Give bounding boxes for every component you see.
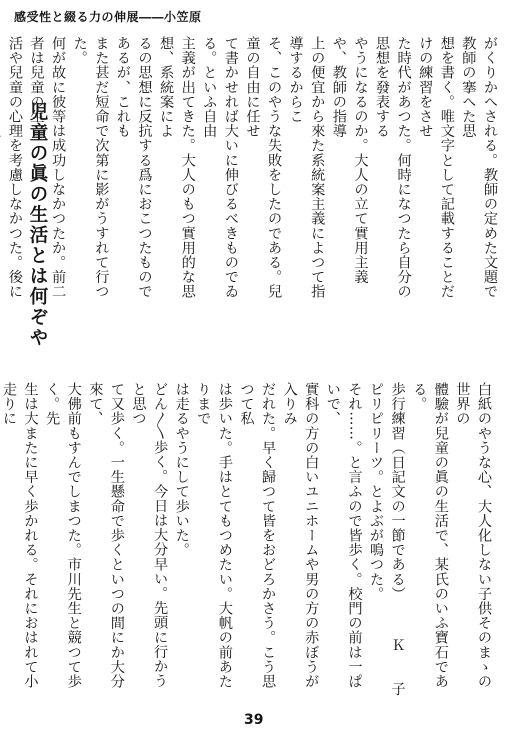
page-number: 39 xyxy=(244,712,264,728)
running-head: 感受性と綴る力の伸展――小笠原 xyxy=(14,10,202,24)
body-text-lower: 白紙のやうな心、大人化しない子供そのまゝの世界の 體驗が兒童の眞の生活で、某氏のいふ寶石である。 歩行練習（日記文の一節である） Ｋ 子 ピリピリーツ。とよぶが鳴つた。 それ……。と言ふので皆歩く。校門の前は一ぱいで、 實科の方の白いユニホームや男の方の赤ぼうが入りみ だれた。早く歸つて皆をおどろかさう。こう思つて私 は歩いた。手はとてもつめたい。大帆の前あたりまで は走るやうにして歩いた。 どん〳〵歩く。今日は大分早い。先頭に行かうと思つ て又歩く。一生懸命で歩くといつの間にか大分來て、 大佛前もすんでしまつた。市川先生と競つて歩く。先 生は大またに早く歩かれる。それにおはれて小走りに xyxy=(0,382,492,697)
section-heading: 児童の眞の生活とは何ぞや xyxy=(27,102,48,348)
body-text-upper: がくりかへされる。教師の定めた文題で教師の搴へた思 想を書く。唯文字として記載することだけの練習をさせ た時代があつた。何時になつたら自分の思想を發表する やうになるのか。大人の立て實用主義や、教師の指導 上の便宜から來た系統案主義によつて指導するからこ そ、このやうな失敗をしたのである。兒童の自由に任せ て書かせれば大いに伸びるべきものでゐる。といふ自由 主義が出てきた。大人のもつ實用的な思想、系統案によ るの思想に反抗する爲におこつたものであるが、これも また甚だ短命で次第に影がうすれて行つた。 何が故に彼等は成功しなかつたか。前二者は兒童の生 活や兒童の心理を考慮しなかつた。後に xyxy=(6,36,498,299)
